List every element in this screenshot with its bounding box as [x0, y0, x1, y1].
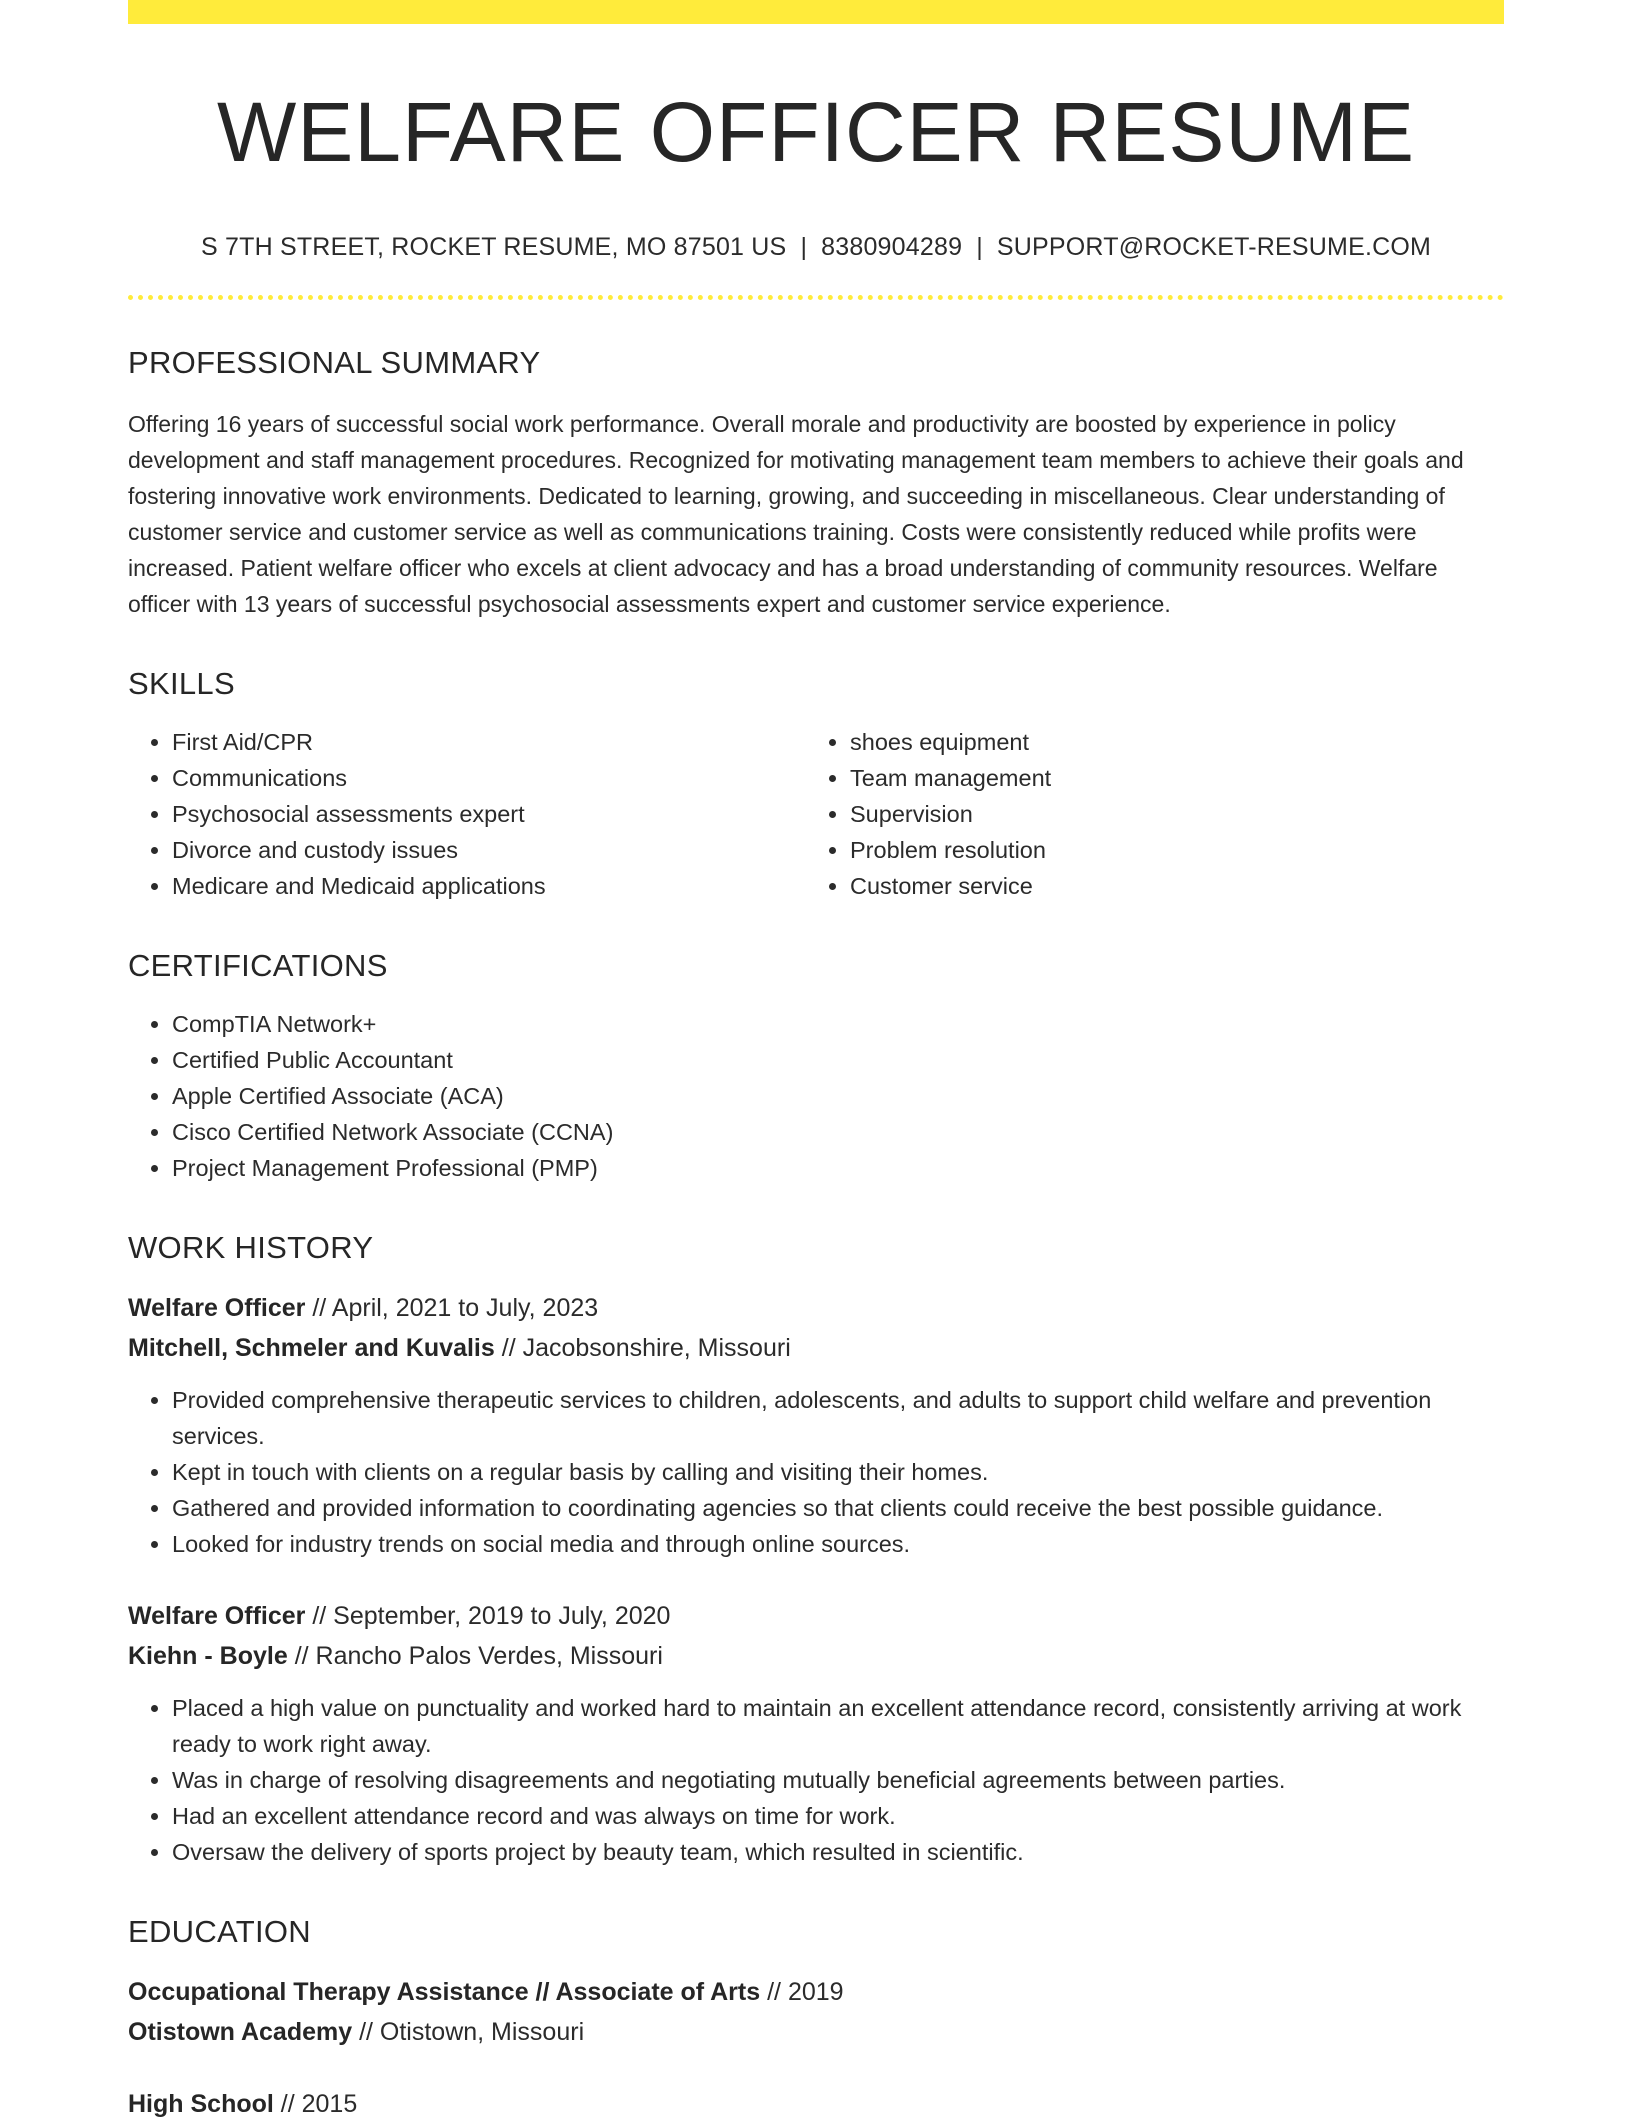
job-company: Mitchell, Schmeler and Kuvalis [128, 1333, 495, 1362]
education-year: // 2019 [760, 1977, 844, 2006]
skill-item: • shoes equipment [850, 724, 1504, 760]
job-bullet: • Kept in touch with clients on a regular basis by calling and visiting their homes. [172, 1454, 1504, 1490]
education-degree-line [128, 2084, 1504, 2124]
job-bullet: • Gathered and provided information to coordinating agencies so that clients could receive the best possible guidance. [172, 1490, 1504, 1526]
job-bullet: • Oversaw the delivery of sports project by beauty team, which resulted in scientific. [172, 1834, 1504, 1870]
certification-item: • Apple Certified Associate (ACA) [172, 1078, 1504, 1114]
skill-item: • Communications [172, 760, 806, 796]
job-company: Kiehn - Boyle [128, 1641, 288, 1670]
job-company-line [128, 1328, 1504, 1368]
contact-address: S 7TH STREET, ROCKET RESUME, MO 87501 US [200, 232, 787, 261]
contact-email: SUPPORT@ROCKET-RESUME.COM [996, 232, 1432, 261]
job-title-line [128, 1288, 1504, 1328]
skill-item: • Problem resolution [850, 832, 1504, 868]
education-degree: High School [128, 2089, 274, 2118]
job-bullet: • Looked for industry trends on social media and through online sources. [172, 1526, 1504, 1562]
skill-item: • Team management [850, 760, 1504, 796]
skills-column-right [806, 724, 1504, 904]
certification-item: • CompTIA Network+ [172, 1006, 1504, 1042]
skills-column-left [128, 724, 806, 904]
job-location: // Rancho Palos Verdes, Missouri [287, 1641, 663, 1670]
certifications-list [128, 1006, 1504, 1186]
job-title-line [128, 1596, 1504, 1636]
certification-item: • Project Management Professional (PMP) [172, 1150, 1504, 1186]
job-entry [128, 1288, 1504, 1562]
education-year: // 2015 [273, 2089, 358, 2118]
job-dates: // April, 2021 to July, 2023 [305, 1293, 599, 1322]
job-entry [128, 1596, 1504, 1870]
contact-line [128, 233, 1504, 262]
education-entry [128, 2084, 1504, 2124]
job-bullet: • Was in charge of resolving disagreements and negotiating mutually beneficial agreements between parties. [172, 1762, 1504, 1798]
job-bullet: • Placed a high value on punctuality and worked hard to maintain an excellent attendance record, consistently arriving at work ready to work right away. [172, 1690, 1504, 1762]
summary-text: Offering 16 years of successful social work performance. Overall morale and productivity are boosted by experience in policy development and staff management procedures. Recognized for motivating management team members to achieve their goals and fostering innovative work environments. Dedicated to learning, growing, and succeeding in miscellaneous. Clear understanding of customer service and customer service as well as communications training. Costs were consistently reduced while profits were increased. Patient welfare officer who excels at client advocacy and has a broad understanding of community resources. Welfare officer with 13 years of successful psychosocial assessments expert and customer service experience. [128, 410, 1464, 617]
contact-separator: | [800, 232, 808, 261]
top-accent-bar [128, 0, 1504, 24]
certification-item: • Cisco Certified Network Associate (CCNA) [172, 1114, 1504, 1150]
education-school: Otistown Academy [128, 2017, 353, 2046]
section-heading-education: EDUCATION [128, 1913, 311, 1949]
education-entry [128, 1972, 1504, 2052]
skills-list [128, 724, 1504, 904]
section-heading-certifications: CERTIFICATIONS [128, 947, 388, 983]
resume-page [128, 0, 1504, 2124]
education-degree-line [128, 1972, 1504, 2012]
job-dates: // September, 2019 to July, 2020 [305, 1601, 671, 1630]
job-company-line [128, 1636, 1504, 1676]
skill-item: • Customer service [850, 868, 1504, 904]
page-title: WELFARE OFFICER RESUME [216, 85, 1416, 179]
job-location: // Jacobsonshire, Missouri [494, 1333, 791, 1362]
section-heading-summary: PROFESSIONAL SUMMARY [128, 344, 541, 380]
contact-separator: | [976, 232, 983, 261]
job-title: Welfare Officer [128, 1601, 306, 1630]
section-heading-skills: SKILLS [128, 665, 235, 701]
section-heading-work-history: WORK HISTORY [128, 1229, 374, 1265]
job-title: Welfare Officer [128, 1293, 306, 1322]
contact-phone: 8380904289 [821, 232, 963, 261]
skill-item: • First Aid/CPR [172, 724, 806, 760]
skill-item: • Supervision [850, 796, 1504, 832]
job-bullets [128, 1690, 1504, 1870]
skill-item: • Divorce and custody issues [172, 832, 806, 868]
job-bullet: • Provided comprehensive therapeutic services to children, adolescents, and adults to support child welfare and prevention services. [172, 1382, 1504, 1454]
education-location: // Otistown, Missouri [352, 2017, 585, 2046]
dotted-divider [128, 295, 1504, 300]
education-school-line [128, 2012, 1504, 2052]
job-bullet: • Had an excellent attendance record and was always on time for work. [172, 1798, 1504, 1834]
education-degree: Occupational Therapy Assistance // Associate of Arts [128, 1977, 761, 2006]
job-bullets [128, 1382, 1504, 1562]
skill-item: • Medicare and Medicaid applications [172, 868, 806, 904]
skill-item: • Psychosocial assessments expert [172, 796, 806, 832]
certification-item: • Certified Public Accountant [172, 1042, 1504, 1078]
